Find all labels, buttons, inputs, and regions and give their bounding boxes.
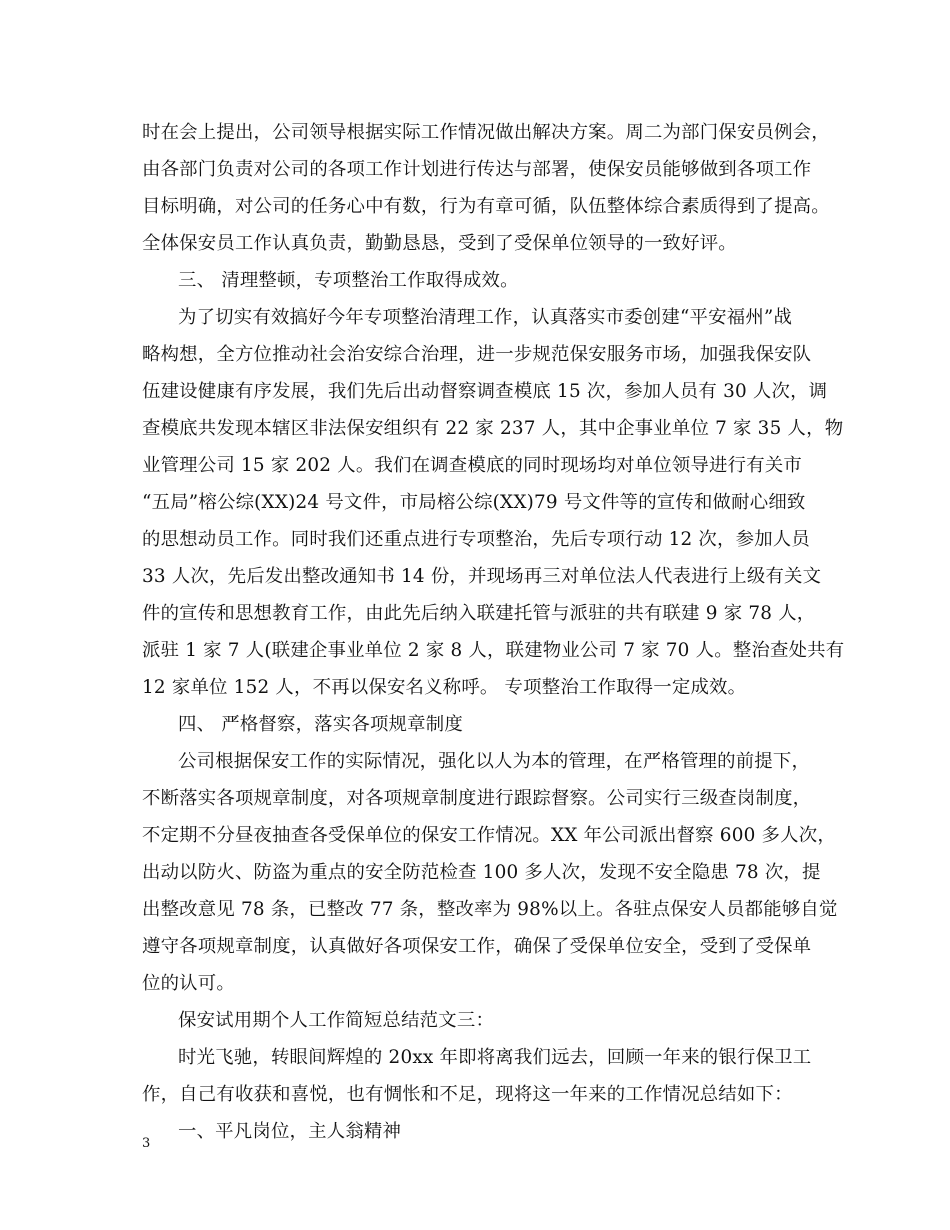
text-line: 12 家单位 152 人，不再以保安名义称呼。 专项整治工作取得一定成效。 <box>142 677 747 698</box>
text-line: 不定期不分昼夜抽查各受保单位的保安工作情况。XX 年公司派出督察 600 多人次， <box>142 825 836 846</box>
text-line: 件的宣传和思想教育工作，由此先后纳入联建托管与派驻的共有联建 9 家 78 人， <box>142 603 816 624</box>
text-line: 遵守各项规章制度，认真做好各项保安工作，确保了受保单位安全，受到了受保单 <box>142 936 812 957</box>
text-line: 目标明确，对公司的任务心中有数，行为有章可循，队伍整体综合素质得到了提高。 <box>142 196 830 217</box>
text-line: 派驻 1 家 7 人(联建企事业单位 2 家 8 人，联建物业公司 7 家 70 人。整治查处共有 <box>142 640 845 661</box>
text-line: 不断落实各项规章制度，对各项规章制度进行跟踪督察。公司实行三级查岗制度， <box>142 788 812 809</box>
text-line: 作，自己有收获和喜悦，也有惆怅和不足，现将这一年来的工作情况总结如下： <box>142 1084 793 1105</box>
text-line: 出动以防火、防盗为重点的安全防范检查 100 多人次，发现不安全隐患 78 次，提 <box>142 862 821 883</box>
text-line: 查模底共发现本辖区非法保安组织有 22 家 237 人，其中企事业单位 7 家 35 人，物 <box>142 418 844 439</box>
text-line: 出整改意见 78 条，已整改 77 条，整改率为 98%以上。各驻点保安人员都能够自觉 <box>142 899 838 920</box>
text-line: 伍建设健康有序发展，我们先后出动督察调查模底 15 次，参加人员有 30 人次，调 <box>142 381 828 402</box>
text-line: 全体保安员工作认真负责，勤勤恳恳，受到了受保单位领导的一致好评。 <box>142 233 737 254</box>
section-heading-four: 四、 严格督察，落实各项规章制度 <box>178 714 463 735</box>
page-number: 3 <box>142 1136 151 1151</box>
text-line: 业管理公司 15 家 202 人。我们在调查模底的同时现场均对单位领导进行有关市 <box>142 455 802 476</box>
section-heading-one: 一、平凡岗位，主人翁精神 <box>178 1121 402 1142</box>
text-line: 略构想，全方位推动社会治安综合治理，进一步规范保安服务市场，加强我保安队 <box>142 344 812 365</box>
section-heading-three: 三、 清理整顿，专项整治工作取得成效。 <box>178 270 519 291</box>
text-line: 位的认可。 <box>142 973 235 994</box>
sample-title: 保安试用期个人工作简短总结范文三： <box>178 1010 495 1031</box>
text-line: 由各部门负责对公司的各项工作计划进行传达与部署，使保安员能够做到各项工作 <box>142 159 812 180</box>
text-line: 时在会上提出，公司领导根据实际工作情况做出解决方案。周二为部门保安员例会， <box>142 122 830 143</box>
text-line: “五局”榕公综(XX)24 号文件，市局榕公综(XX)79 号文件等的宣传和做耐心细致 <box>142 492 806 513</box>
text-line: 的思想动员工作。同时我们还重点进行专项整治，先后专项行动 12 次，参加人员 <box>142 529 810 550</box>
document-body <box>142 114 845 1150</box>
text-line: 33 人次，先后发出整改通知书 14 份，并现场再三对单位法人代表进行上级有关文 <box>142 566 822 587</box>
text-line: 公司根据保安工作的实际情况，强化以人为本的管理，在严格管理的前提下， <box>178 751 811 772</box>
text-line: 为了切实有效搞好今年专项整治清理工作，认真落实市委创建“平安福州”战 <box>178 307 793 328</box>
text-line: 时光飞驰，转眼间辉煌的 20xx 年即将离我们远去，回顾一年来的银行保卫工 <box>178 1047 812 1068</box>
